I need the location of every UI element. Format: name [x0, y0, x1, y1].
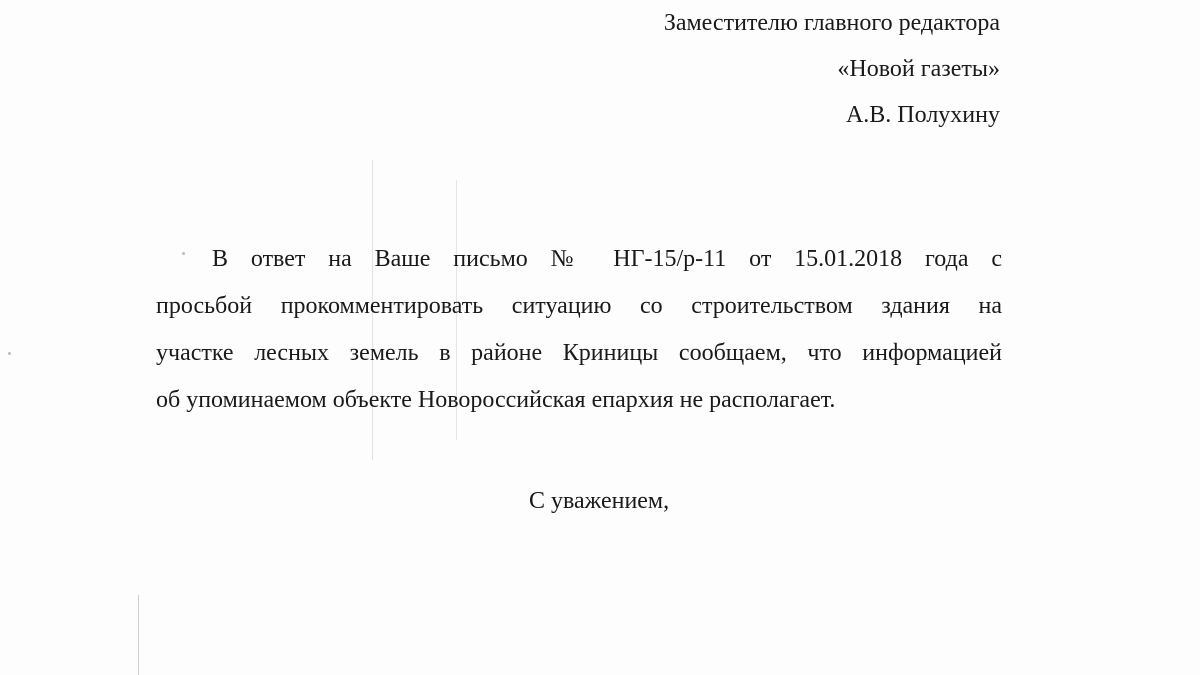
addressee-block [664, 0, 1000, 138]
scan-fold-line [138, 595, 139, 675]
addressee-name: А.В. Полухину [845, 102, 1000, 128]
closing-salutation: С уважением, [529, 488, 670, 514]
body-line: участке лесных земель в районе Криницы сообщаем, что информацией [156, 340, 1002, 366]
scan-speck [8, 352, 11, 355]
addressee-organization: «Новой газеты» [837, 56, 1000, 82]
addressee-position: Заместителю главного редактора [663, 10, 1000, 36]
letter-body [156, 236, 1002, 424]
body-line: об упоминаемом объекте Новороссийская епархия не располагает. [156, 387, 836, 413]
body-line: просьбой прокомментировать ситуацию со строительством здания на [156, 293, 1002, 319]
body-line: В ответ на Ваше письмо № НГ-15/р-11 от 15.01.2018 года с [212, 246, 1002, 272]
